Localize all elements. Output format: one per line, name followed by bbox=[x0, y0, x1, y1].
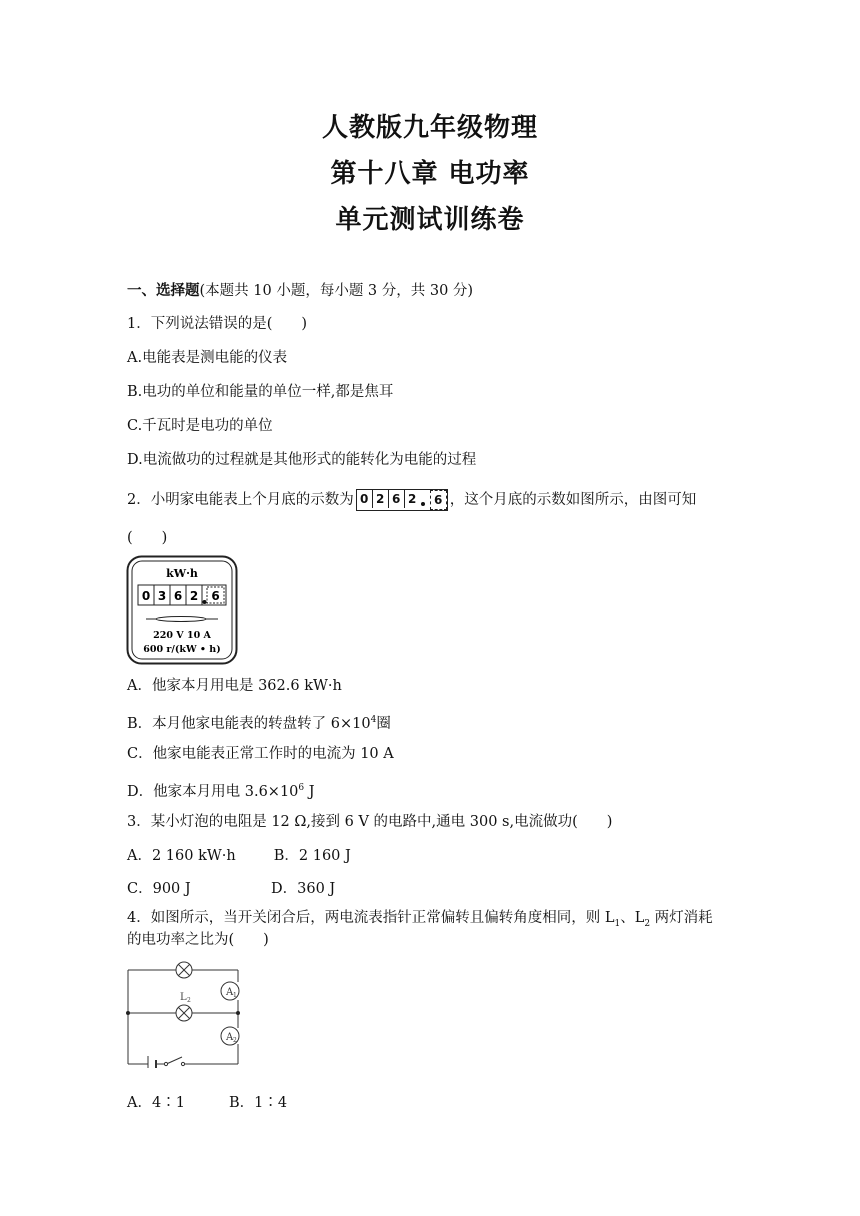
q2-option-b-text: B．本月他家电能表的转盘转了 6×10 bbox=[127, 715, 371, 732]
inline-digit: 2 bbox=[408, 492, 417, 506]
q4-option-b: B．1∶4 bbox=[229, 1095, 288, 1111]
section-note: (本题共 10 小题，每小题 3 分，共 30 分) bbox=[199, 283, 474, 299]
junction-dot bbox=[126, 1011, 130, 1015]
meter-decimal-dot bbox=[203, 600, 207, 604]
title-line-3: 单元测试训练卷 bbox=[335, 205, 525, 235]
energy-meter-figure bbox=[126, 555, 238, 665]
q1-option-d: D.电流做功的过程就是其他形式的能转化为电能的过程 bbox=[127, 452, 477, 468]
q3-options-cd bbox=[127, 879, 335, 899]
meter-constant: 600 r/(kW • h) bbox=[143, 644, 221, 655]
q1-option-b: B.电功的单位和能量的单位一样,都是焦耳 bbox=[127, 384, 394, 400]
q3-stem: 3．某小灯泡的电阻是 12 Ω,接到 6 V 的电路中,通电 300 s,电流做功( ) bbox=[127, 814, 613, 830]
q3-options-ab bbox=[127, 846, 351, 866]
ammeter-a1-sub: 1 bbox=[233, 992, 237, 999]
q3-option-a: A．2 160 kW·h bbox=[127, 848, 236, 864]
lamp-l2-icon bbox=[176, 1005, 192, 1021]
section-heading bbox=[127, 281, 473, 301]
q2-paren: ( ) bbox=[127, 530, 168, 546]
q2-option-d bbox=[127, 778, 315, 802]
q4-stem-mid: 、L bbox=[620, 910, 645, 926]
q4-sub-1: 1 bbox=[614, 918, 621, 929]
q2-stem-after: ，这个月底的示数如图所示，由图可知 bbox=[449, 492, 697, 508]
q4-stem-line2: 的电功率之比为( ) bbox=[127, 932, 269, 948]
battery-icon bbox=[148, 1056, 156, 1068]
inline-meter-reading bbox=[356, 489, 448, 511]
q3-option-b: B．2 160 J bbox=[273, 848, 351, 864]
decimal-dot bbox=[420, 490, 426, 508]
q2-option-d-exp: 6 bbox=[298, 783, 305, 793]
q2-option-b bbox=[127, 710, 391, 734]
q2-option-b-exp: 4 bbox=[370, 715, 377, 725]
q4-stem-text: 4．如图所示，当开关闭合后，两电流表指针正常偏转且偏转角度相同，则 L bbox=[127, 910, 615, 926]
title-line-1: 人教版九年级物理 bbox=[321, 113, 538, 143]
q2-stem-before: 2．小明家电能表上个月底的示数为 bbox=[127, 492, 354, 508]
meter-digit: 3 bbox=[157, 589, 167, 603]
junction-dot bbox=[236, 1011, 240, 1015]
q4-sub-2: 2 bbox=[644, 918, 651, 929]
q1-option-a: A.电能表是测电能的仪表 bbox=[127, 350, 288, 366]
lamp-l2-sub: 2 bbox=[187, 997, 191, 1004]
meter-unit: kW·h bbox=[166, 567, 198, 580]
q4-options-ab bbox=[127, 1093, 287, 1113]
q4-option-a: A．4∶1 bbox=[127, 1095, 185, 1111]
meter-digit: 6 bbox=[173, 589, 183, 603]
inline-digit: 2 bbox=[373, 490, 389, 508]
q2-option-b-tail: 圈 bbox=[376, 715, 391, 732]
section-heading-label: 一、选择题 bbox=[127, 282, 200, 299]
q3-option-d: D．360 J bbox=[271, 881, 336, 897]
q2-stem bbox=[127, 489, 696, 511]
q4-stem-tail: 两灯消耗 bbox=[650, 910, 713, 926]
ammeter-a1-label: A bbox=[226, 987, 234, 998]
q2-option-d-tail: J bbox=[304, 783, 315, 800]
inline-digit-decimal: 6 bbox=[430, 490, 447, 510]
q1-option-c: C.千瓦时是电功的单位 bbox=[127, 418, 273, 434]
switch-icon bbox=[164, 1057, 184, 1066]
meter-rating: 220 V 10 A bbox=[153, 630, 211, 641]
meter-turntable bbox=[156, 617, 206, 622]
lamp-l2-label: L bbox=[180, 992, 187, 1003]
ammeter-a2-sub: 2 bbox=[233, 1037, 237, 1044]
meter-digit: 0 bbox=[141, 589, 151, 603]
q1-stem: 1．下列说法错误的是( ) bbox=[127, 316, 308, 332]
lamp-l1-icon bbox=[176, 962, 192, 978]
circuit-diagram bbox=[126, 958, 244, 1068]
ammeter-a2-label: A bbox=[226, 1032, 234, 1043]
meter-digit: 2 bbox=[189, 589, 199, 603]
q2-option-c: C．他家电能表正常工作时的电流为 10 A bbox=[127, 746, 394, 762]
q3-option-c: C．900 J bbox=[127, 881, 191, 897]
inline-digit: 6 bbox=[389, 490, 405, 508]
q2-option-a: A．他家本月用电是 362.6 kW·h bbox=[127, 678, 342, 694]
meter-digit: 6 bbox=[211, 589, 220, 603]
inline-digit: 0 bbox=[357, 490, 373, 508]
title-line-2: 第十八章 电功率 bbox=[330, 159, 530, 189]
q2-option-d-text: D．他家本月用电 3.6×10 bbox=[127, 783, 299, 800]
